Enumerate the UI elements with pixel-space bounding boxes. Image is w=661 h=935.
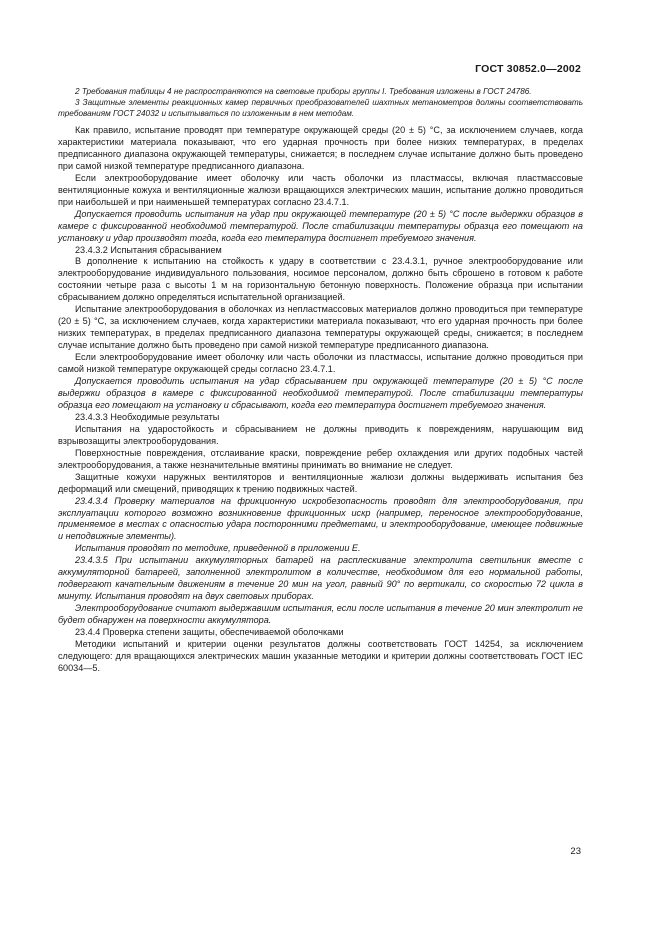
paragraph-test-temperature: Как правило, испытание проводят при температуре окружающей среды (20 ± 5) °С, за исключением случаев, когда характеристики материала показывают, что его ударная прочность при более низких температурах, в пределах предписанного диапазона окружающей температуры, снижается; в последнем случае испытание должно быть проведено при самой низкой температуре предписанного диапазона. — [58, 125, 583, 171]
paragraph-ip-methods: Методики испытаний и критерии оценки результатов должны соответствовать ГОСТ 14254, за исключением следующего: для вращающихся электрических машин указанные методики и критерии должны соответствовать ГОСТ IEC 60034—5. — [58, 638, 583, 673]
paragraph-battery-result: Электрооборудование считают выдержавшим испытания, если после испытания в течение 20 мин электролит не будет обнаружен на поверхности аккумулятора. — [58, 603, 583, 626]
note-3: 3 Защитные элементы реакционных камер первичных преобразователей шахтных метанометров должны соответствовать требованиям ГОСТ 24032 и испытываться по изложенным в нем методам. — [58, 98, 583, 118]
section-heading-23-4-3-3: 23.4.3.3 Необходимые результаты — [75, 411, 220, 422]
section-heading-23-4-4: 23.4.4 Проверка степени защиты, обеспечиваемой оболочками — [75, 627, 344, 638]
note-2: 2 Требования таблицы 4 не распространяются на световые приборы группы I. Требования изложены в ГОСТ 24786. — [75, 87, 532, 96]
paragraph-plastic-enclosure: Если электрооборудование имеет оболочку или часть оболочки из пластмассы, включая пластмассовые вентиляционные кожуха и вентиляционные жалюзи вращающихся электрических машин, испытание должно проводиться при наибольшей и при наименьшей температурах согласно 23.4.7.1. — [58, 172, 583, 207]
document-code-header: ГОСТ 30852.0—2002 — [475, 63, 581, 75]
paragraph-non-plastic-test: Испытание электрооборудования в оболочках из непластмассовых материалов должно проводиться при температуре (20 ± 5) °С, за исключением случаев, когда характеристики материала показывают, что его ударная прочность при более низких температурах, в пределах предписанного диапазона температуры окружающей среды, снижается; в последнем случае испытание должно быть проведено при самой низкой температуре предписанного диапазона. — [58, 304, 583, 351]
paragraph-results-damage: Испытания на ударостойкость и сбрасыванием не должны приводить к повреждениям, нарушающим вид взрывозащиты электрооборудования. — [58, 423, 583, 446]
paragraph-surface-damage: Поверхностные повреждения, отслаивание краски, повреждение ребер охлаждения или других подобных частей электрооборудования, а также незначительные вмятины принимать во внимание не следует. — [58, 447, 583, 470]
paragraph-23-4-3-5-battery: 23.4.3.5 При испытании аккумуляторных батарей на расплескивание электролита светильник вместе с аккумуляторной батареей, заполненной электролитом в количестве, необходимом для его нормальной работы, подвергают качательным движениям в течение 20 мин на угол, равный 90° по вертикали, со скоростью 72 цикла в минуту. Испытания проводят на двух световых приборах. — [58, 555, 583, 602]
paragraph-23-4-3-4-friction: 23.4.3.4 Проверку материалов на фрикционную искробезопасность проводят для электрооборудования, при эксплуатации которого возможно возникновение фрикционных искр (например, переносное электрооборудование, применяемое в местах с опасностью удара посторонними предметами, и электрооборудование, имеющее подвижные и неподвижные элементы). — [58, 495, 583, 542]
paragraph-fan-covers: Защитные кожухи наружных вентиляторов и вентиляционные жалюзи должны выдерживать испытания без деформаций или смещений, приводящих к трению подвижных частей. — [58, 471, 583, 494]
page-number: 23 — [570, 846, 581, 857]
paragraph-drop-allowance: Допускается проводить испытания на удар сбрасыванием при окружающей температуре (20 ± 5) °С после выдержки образцов в камере с фиксированной необходимой температурой. После стабилизации температуры образца его помещают на установку и сбрасывают, когда его температура достигнет требуемого значения. — [58, 376, 583, 410]
section-heading-23-4-3-2: 23.4.3.2 Испытания сбрасыванием — [75, 244, 222, 255]
paragraph-appendix-method: Испытания проводят по методике, приведенной в приложении Е. — [75, 543, 361, 554]
paragraph-drop-test: В дополнение к испытанию на стойкость к удару в соответствии с 23.4.3.1, ручное электрооборудование или электрооборудование индивидуального пользования, носимое персоналом, должно быть сброшено в готовом к работе состоянии четыре раза с высоты 1 м на горизонтальную бетонную поверхность. Положение образца при испытании сбрасыванием должно определяться испытательной организацией. — [58, 256, 583, 303]
paragraph-plastic-drop: Если электрооборудование имеет оболочку или часть оболочки из пластмассы, испытание должно проводиться при самой низкой температуре окружающей среды согласно 23.4.7.1. — [58, 352, 583, 375]
page-body — [58, 86, 583, 675]
paragraph-impact-allowance: Допускается проводить испытания на удар при окружающей температуре (20 ± 5) °С после выдержки образцов в камере с фиксированной необходимой температурой. После стабилизации температуры образца его помещают на установку и удар производят тогда, когда его температура достигнет требуемого значения. — [58, 208, 583, 243]
